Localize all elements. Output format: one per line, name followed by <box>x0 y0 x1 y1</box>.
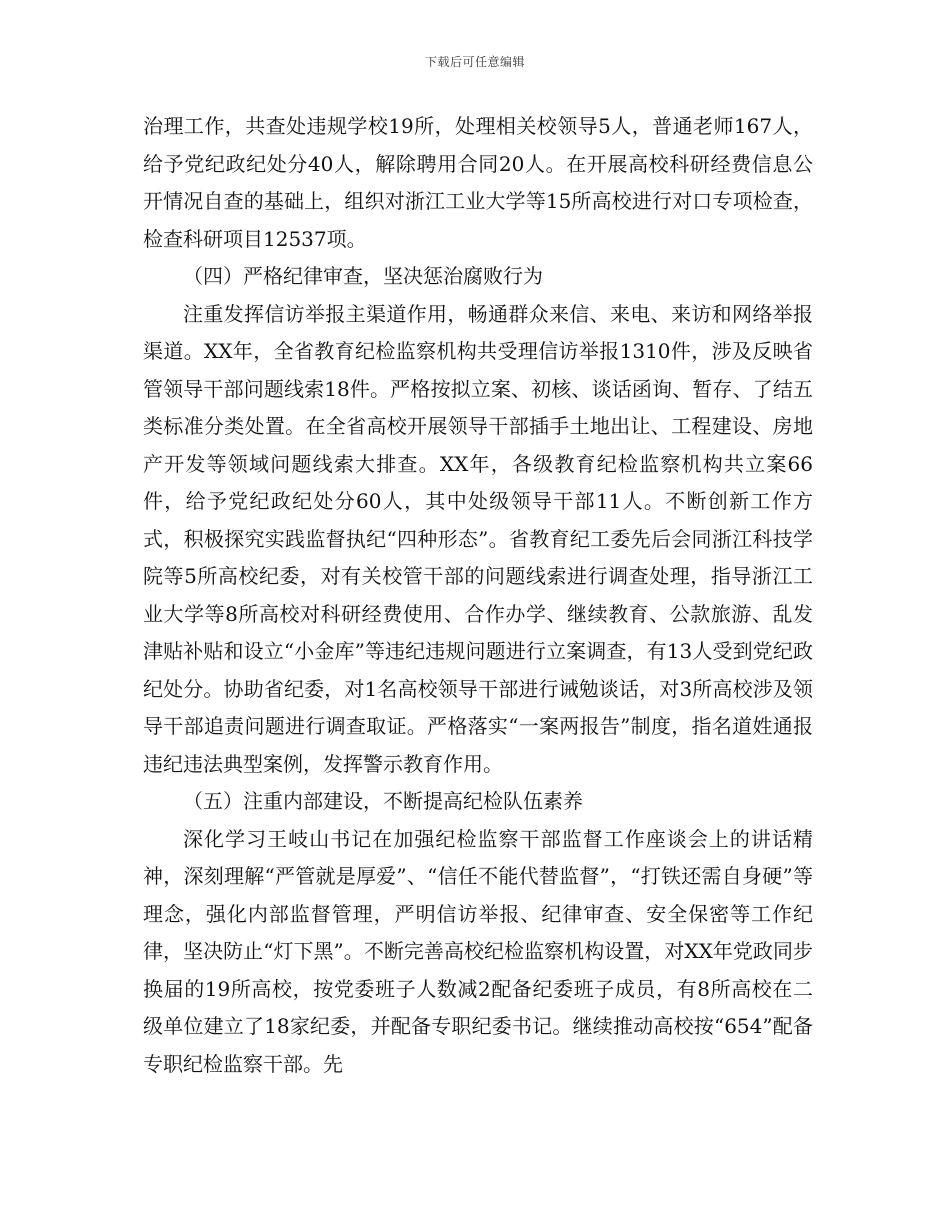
paragraph-continued: 治理工作，共查处违规学校19所，处理相关校领导5人，普通老师167人，给予党纪政纪处分40人，解除聘用合同20人。在开展高校科研经费信息公开情况自查的基础上，组织对浙江工业大学等15所高校进行对口专项检查，检查科研项目12537项。 <box>143 114 813 251</box>
section-heading-5: （五）注重内部建设，不断提高纪检队伍素养 <box>183 789 583 813</box>
section-heading-4: （四）严格纪律审查，坚决惩治腐败行为 <box>183 264 543 288</box>
paragraph-internal-building: 深化学习王岐山书记在加强纪检监察干部监督工作座谈会上的讲话精神，深刻理解“严管就是厚爱”、“信任不能代替监督”，“打铁还需自身硬”等理念，强化内部监督管理，严明信访举报、纪律审查、安全保密等工作纪律，坚决防止“灯下黑”。不断完善高校纪检监察机构设置，对XX年党政同步换届的19所高校，按党委班子人数减2配备纪委班子成员，有8所高校在二级单位建立了18家纪委，并配备专职纪委书记。继续推动高校按“654”配备专职纪检监察干部。先 <box>143 826 813 1076</box>
paragraph-discipline-review: 注重发挥信访举报主渠道作用，畅通群众来信、来电、来访和网络举报渠道。XX年，全省教育纪检监察机构共受理信访举报1310件，涉及反映省管领导干部问题线索18件。严格按拟立案、初核、谈话函询、暂存、了结五类标准分类处置。在全省高校开展领导干部插手土地出让、工程建设、房地产开发等领域问题线索大排查。XX年，各级教育纪检监察机构共立案66件，给予党纪政纪处分60人，其中处级领导干部11人。不断创新工作方式，积极探究实践监督执纪“四种形态”。省教育纪工委先后会同浙江科技学院等5所高校纪委，对有关校管干部的问题线索进行调查处理，指导浙江工业大学等8所高校对科研经费使用、合作办学、继续教育、公款旅游、乱发津贴补贴和设立“小金库”等违纪违规问题进行立案调查，有13人受到党纪政纪处分。协助省纪委，对1名高校领导干部进行诫勉谈话，对3所高校涉及领导干部追责问题进行调查取证。严格落实“一案两报告”制度，指名道姓通报违纪违法典型案例，发挥警示教育作用。 <box>143 301 813 776</box>
page-header: 下载后可任意编辑 <box>424 55 525 69</box>
document-body <box>143 108 813 1083</box>
